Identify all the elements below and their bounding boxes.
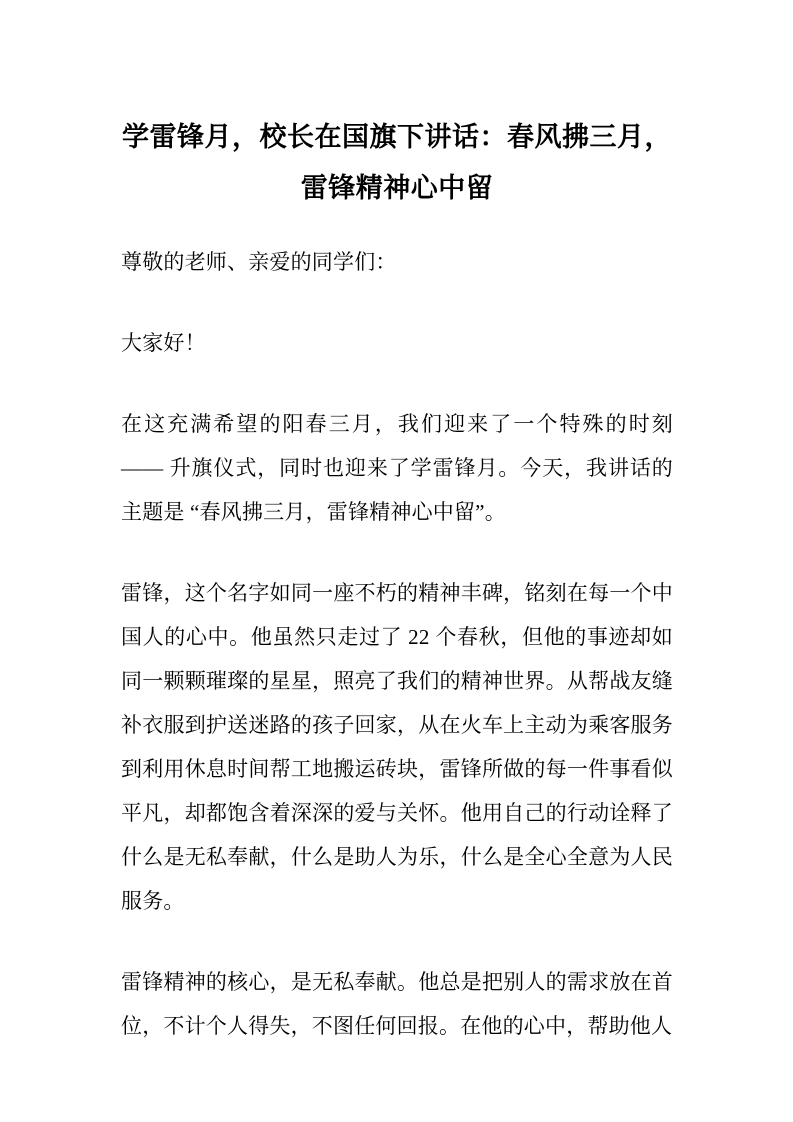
paragraph-speech-intro: 在这充满希望的阳春三月，我们迎来了一个特殊的时刻 —— 升旗仪式，同时也迎来了学雷锋月。今天，我讲话的主题是 “春风拂三月，雷锋精神心中留”。 xyxy=(121,412,673,524)
document-title: 学雷锋月，校长在国旗下讲话：春风拂三月，雷锋精神心中留 xyxy=(122,122,672,203)
greeting-line: 大家好！ xyxy=(121,331,206,355)
salutation-line: 尊敬的老师、亲爱的同学们： xyxy=(121,250,397,274)
paragraph-leifeng-deeds: 雷锋，这个名字如同一座不朽的精神丰碑，铭刻在每一个中国人的心中。他虽然只走过了 22 个春秋，但他的事迹却如同一颗颗璀璨的星星，照亮了我们的精神世界。从帮战友缝补衣服到护送迷路的孩子回家，从在火车上主动为乘客服务到利用休息时间帮工地搬运砖块，雷锋所做的每一件事看似平凡，却都饱含着深深的爱与关怀。他用自己的行动诠释了什么是无私奉献，什么是助人为乐，什么是全心全意为人民服务。 xyxy=(121,581,673,913)
paragraph-leifeng-spirit: 雷锋精神的核心，是无私奉献。他总是把别人的需求放在首位，不计个人得失，不图任何回报。在他的心中，帮助他人 xyxy=(121,970,673,1038)
